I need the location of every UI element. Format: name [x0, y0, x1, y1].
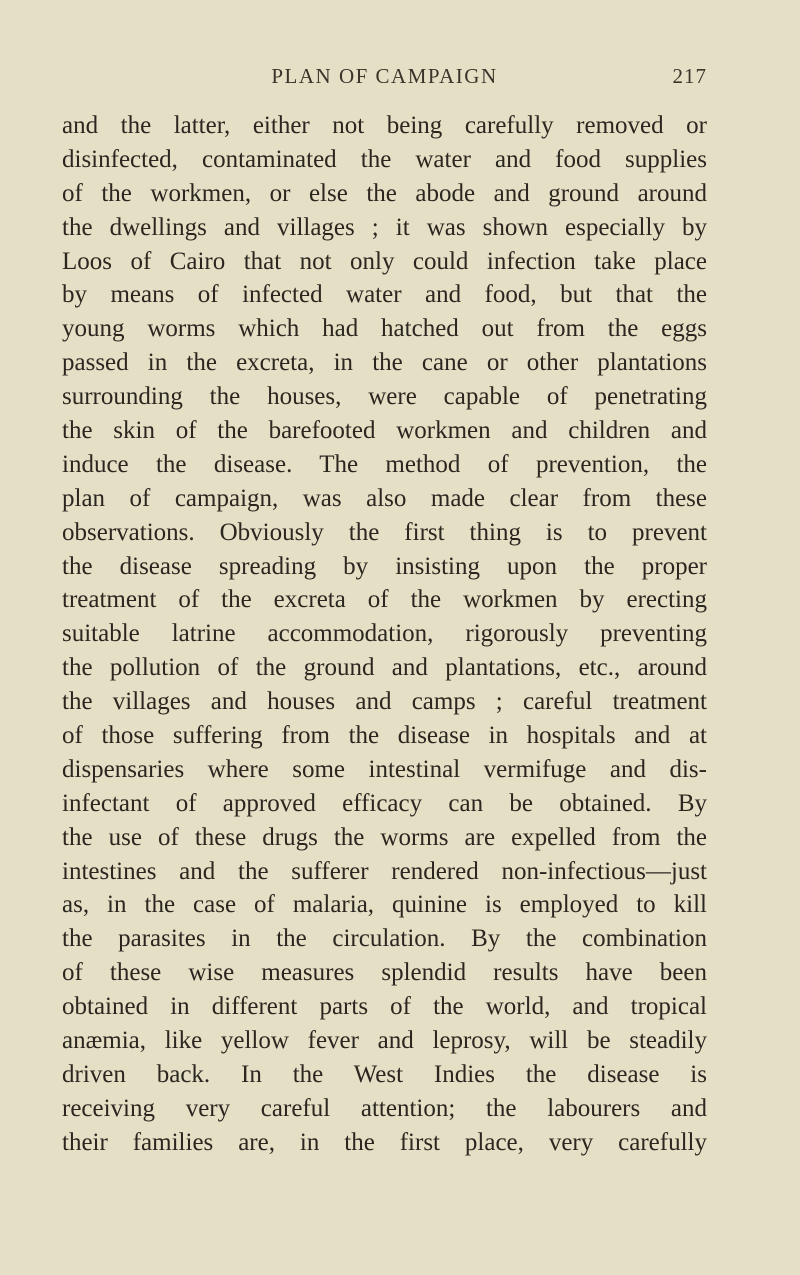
text-line: induce the disease. The method of prevention, the — [62, 450, 707, 478]
page-header-title: PLAN OF CAMPAIGN — [271, 64, 498, 88]
text-line: of the workmen, or else the abode and ground around — [62, 179, 707, 207]
text-line: the parasites in the circulation. By the combination — [62, 925, 707, 953]
text-line: the skin of the barefooted workmen and children and — [62, 417, 707, 445]
running-head — [62, 64, 707, 94]
text-line: of those suffering from the disease in hospitals and at — [62, 722, 707, 750]
text-line: the disease spreading by insisting upon the proper — [62, 552, 707, 580]
text-line: surrounding the houses, were capable of penetrating — [62, 383, 707, 411]
text-line: plan of campaign, was also made clear from these — [62, 484, 707, 512]
text-line: intestines and the sufferer rendered non-infectious—just — [62, 857, 707, 885]
text-line: passed in the excreta, in the cane or other plantations — [62, 349, 707, 377]
text-line: observations. Obviously the first thing is to prevent — [62, 518, 707, 546]
text-line: by means of infected water and food, but that the — [62, 281, 707, 309]
text-line: the pollution of the ground and plantations, etc., around — [62, 654, 707, 682]
text-line: suitable latrine accommodation, rigorously preventing — [62, 620, 707, 648]
text-line: the use of these drugs the worms are expelled from the — [62, 823, 707, 851]
text-line: as, in the case of malaria, quinine is employed to kill — [62, 891, 707, 919]
text-line: anæmia, like yellow fever and leprosy, will be steadily — [62, 1027, 707, 1055]
text-line: dispensaries where some intestinal vermifuge and dis- — [62, 755, 707, 783]
text-line: infectant of approved efficacy can be obtained. By — [62, 789, 707, 817]
text-line: of these wise measures splendid results have been — [62, 959, 707, 987]
text-line: receiving very careful attention; the labourers and — [62, 1094, 707, 1122]
page-number: 217 — [672, 64, 707, 88]
text-line: young worms which had hatched out from the eggs — [62, 315, 707, 343]
text-line: the dwellings and villages ; it was shown especially by — [62, 213, 707, 241]
text-line: Loos of Cairo that not only could infection take place — [62, 247, 707, 275]
text-line: driven back. In the West Indies the disease is — [62, 1060, 707, 1088]
text-line: treatment of the excreta of the workmen by erecting — [62, 586, 707, 614]
body-text — [62, 109, 707, 1160]
text-line: their families are, in the first place, very carefully — [62, 1128, 707, 1156]
text-line: and the latter, either not being carefully removed or — [62, 112, 707, 139]
text-line: disinfected, contaminated the water and food supplies — [62, 145, 707, 173]
text-line: obtained in different parts of the world, and tropical — [62, 993, 707, 1021]
text-line: the villages and houses and camps ; careful treatment — [62, 688, 707, 716]
